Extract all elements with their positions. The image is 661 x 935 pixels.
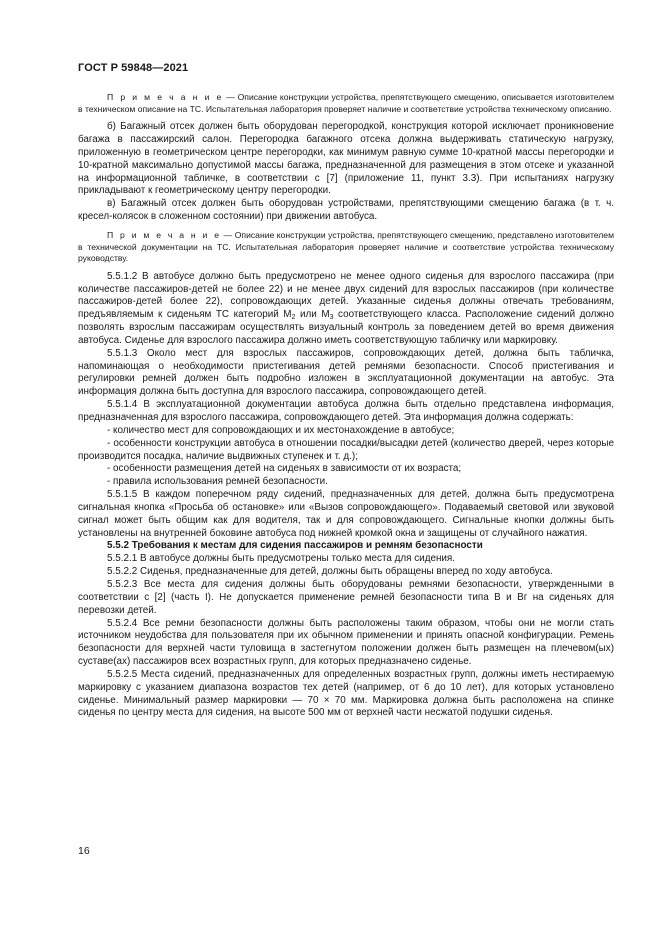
note-1 [78, 92, 614, 115]
clause-5-5-2-3: 5.5.2.3 Все места для сидения должны быть оборудованы ремнями безопасности, утвержденными в соответствии с [2] (часть I). Не допускается применение ремней безопасности типа В и Вг на сиденьях для перевозки детей. [78, 578, 614, 616]
note-2 [78, 230, 614, 265]
clause-5-5-1-5: 5.5.1.5 В каждом поперечном ряду сидений, предназначенных для детей, должна быть предусмотрена сигнальная кнопка «Просьба об остановке» или «Вызов сопровождающего». Подаваемый световой или звуковой сигнал может быть общим как для водителя, так и для сопровождающего. Сигнальные кнопки должны быть установлены на внутренней боковине автобуса под нижней кромкой окна и защищены от случайного нажатия. [78, 489, 614, 539]
note-text: — Описание конструкции устройства, препятствующего смещению, описывается изготовителем в техническом описание на ТС. Испытательная лаборатория проверяет наличие и соответствие устройства техническому описанию. [78, 92, 614, 114]
list-item: - количество мест для сопровождающих и их местонахождение в автобусе; [107, 424, 455, 436]
info-list [78, 425, 614, 489]
list-item: - особенности конструкции автобуса в отношении посадки/высадки детей (количество дверей, через которые производится посадка, наличие выдвижных ступенек и т. д.); [78, 437, 614, 462]
section-heading-5-5-2: 5.5.2 Требования к местам для сидения пассажиров и ремням безопасности [107, 540, 483, 552]
clause-5-5-2-2: 5.5.2.2 Сиденья, предназначенные для детей, должны быть обращены вперед по ходу автобуса. [107, 566, 553, 578]
page-number: 16 [78, 845, 90, 857]
note-label: П р и м е ч а н и е [107, 229, 222, 240]
clause-5-5-1-2: 5.5.1.2 В автобусе должно быть предусмотрено не менее одного сиденья для взрослого пассажира (при количестве пассажиров-детей не более 22) и не менее двух сидений для взрослых пассажиров (при количестве пассажиров-детей более 22), сопровождающих детей. Указанные сиденья должны отвечать требованиям, предъявляемым к сиденьям ТС категорий $М_2$ или $М_3$ соответствующего класса. Расположение сидений должно позволять взрослым пассажирам осуществлять визуальный контроль за поведением детей во время движения автобуса. Сиденье для взрослого пассажира должно иметь соответствующую табличку или маркировку. [78, 270, 614, 346]
clause-5-5-2-1: 5.5.2.1 В автобусе должны быть предусмотрены только места для сидения. [107, 553, 456, 565]
clause-5-5-2-4: 5.5.2.4 Все ремни безопасности должны быть расположены таким образом, чтобы они не могли стать источником неудобства для пользователя при их обычном применении и принять опасной конфигурации. Ремень безопасности для верхней части туловища в застегнутом положении должен быть размещен на плечевом(ых) суставе(ах) пассажиров всех возрастных групп, для которых предназначено сиденье. [78, 617, 614, 668]
clause-5-5-1-3: 5.5.1.3 Около мест для взрослых пассажиров, сопровождающих детей, должна быть табличка, напоминающая о необходимости пристегивания детей ремнями безопасности. Способ пристегивания и регулировки ремней должен быть подробно изложен в эксплуатационной документации на автобус. Эта информация должна быть доступна для взрослого пассажира, сопровождающего детей. [78, 347, 614, 398]
list-item: - особенности размещения детей на сиденьях в зависимости от их возраста; [107, 463, 462, 475]
clause-5-5-1-4: 5.5.1.4 В эксплуатационной документации автобуса должна быть отдельно представлена информация, предназначенная для взрослого пассажира, сопровождающего детей. Эта информация должна содержать: [78, 399, 614, 423]
note-text: — Описание конструкции устройства, препятствующего смещению, представлено изготовителем в технической документации на ТС. Испытательная лаборатория проверяет наличие и соответствие устройства техническому руководству. [78, 229, 614, 264]
paragraph-b: б) Багажный отсек должен быть оборудован перегородкой, конструкция которой исключает проникновение багажа в пассажирский салон. Перегородка багажного отсека должна выдерживать статическую нагрузку, приложенную в геометрическом центре перегородки, как минимум равную сумме 10-кратной массы перегородки и 10-кратной максимально допустимой массы багажа, предназначенной для размещения в этом отсеке и указанной на информационной табличке, в соответствии с [7] (приложение 11, пункт 3.3). При испытаниях нагрузку прикладывают к геометрическому центру перегородки. [78, 121, 614, 197]
list-item: - правила использования ремней безопасности. [107, 476, 328, 488]
note-label: П р и м е ч а н и е [107, 92, 224, 102]
clause-5-5-2-5: 5.5.2.5 Места сидений, предназначенных для определенных возрастных групп, должны иметь нестираемую маркировку с указанием диапазона возрастов тех детей (например, от 6 до 10 лет), для которых установлено сиденье. Минимальный размер маркировки — 70 × 70 мм. Маркировка должна быть расположена на спинке сиденья по центру места для сидения, на высоте 500 мм от верхней части несжатой подушки сиденья. [78, 668, 614, 719]
document-header: ГОСТ Р 59848—2021 [78, 62, 189, 74]
paragraph-v: в) Багажный отсек должен быть оборудован устройствами, препятствующими смещению багажа (в т. ч. кресел-колясок в сложенном состоянии) при движении автобуса. [78, 198, 614, 223]
document-body [78, 92, 614, 720]
